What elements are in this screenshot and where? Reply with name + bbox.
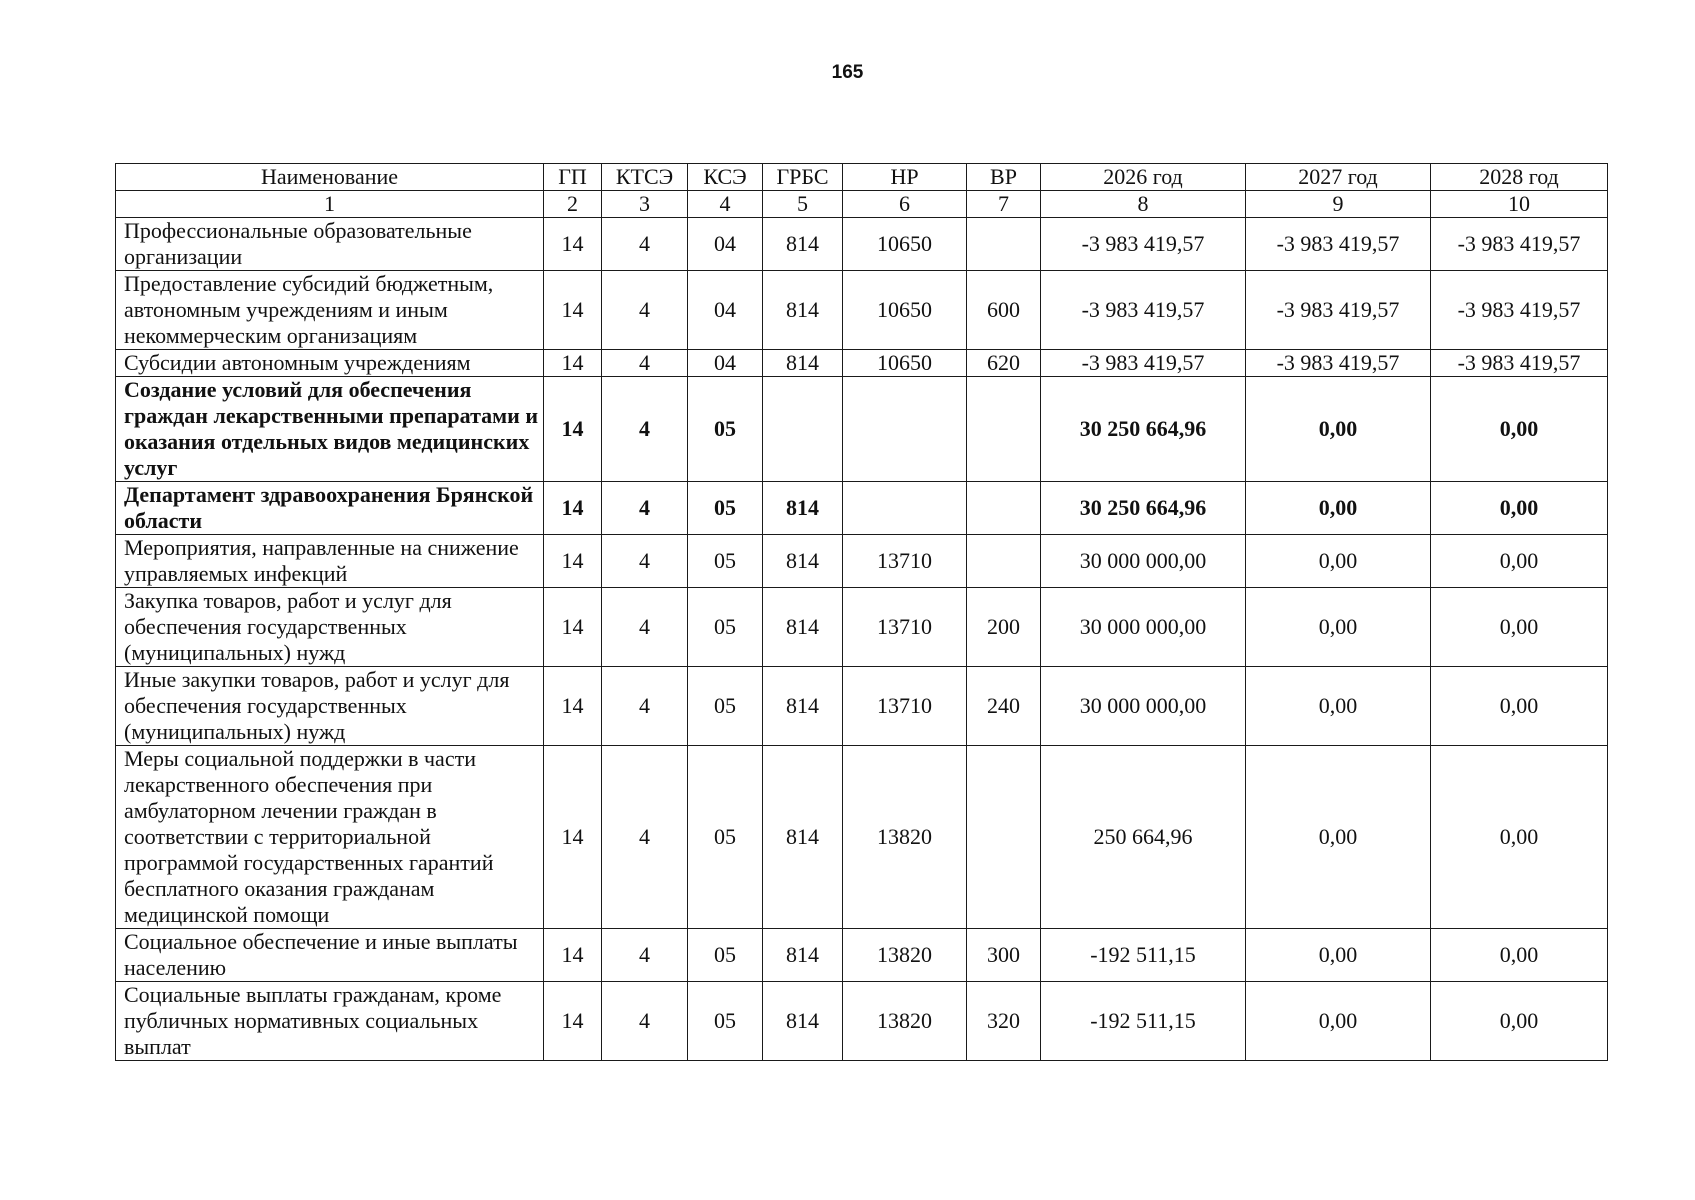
column-number: 6 xyxy=(843,191,967,218)
row-gp: 14 xyxy=(544,929,602,982)
row-kse: 04 xyxy=(688,271,763,350)
row-2028: -3 983 419,57 xyxy=(1431,218,1608,271)
row-kse: 05 xyxy=(688,667,763,746)
column-number: 2 xyxy=(544,191,602,218)
row-nr: 13820 xyxy=(843,982,967,1061)
row-2027: 0,00 xyxy=(1246,482,1431,535)
row-ktse: 4 xyxy=(602,667,688,746)
row-nr: 13710 xyxy=(843,535,967,588)
row-gp: 14 xyxy=(544,982,602,1061)
column-number: 8 xyxy=(1041,191,1246,218)
row-vr xyxy=(967,535,1041,588)
row-grbs: 814 xyxy=(763,929,843,982)
row-grbs: 814 xyxy=(763,667,843,746)
row-grbs: 814 xyxy=(763,535,843,588)
column-number-row xyxy=(116,191,1608,218)
row-nr xyxy=(843,482,967,535)
row-vr: 620 xyxy=(967,350,1041,377)
row-2026: -192 511,15 xyxy=(1041,929,1246,982)
table-row xyxy=(116,588,1608,667)
row-name: Социальные выплаты гражданам, кроме публичных нормативных социальных выплат xyxy=(116,982,544,1061)
table-row xyxy=(116,271,1608,350)
header-2027: 2027 год xyxy=(1246,164,1431,191)
column-number: 3 xyxy=(602,191,688,218)
row-vr xyxy=(967,482,1041,535)
row-2028: 0,00 xyxy=(1431,982,1608,1061)
row-2027: -3 983 419,57 xyxy=(1246,350,1431,377)
column-number: 5 xyxy=(763,191,843,218)
row-ktse: 4 xyxy=(602,271,688,350)
row-gp: 14 xyxy=(544,588,602,667)
row-ktse: 4 xyxy=(602,350,688,377)
row-kse: 05 xyxy=(688,746,763,929)
row-grbs: 814 xyxy=(763,350,843,377)
table-row xyxy=(116,218,1608,271)
row-gp: 14 xyxy=(544,482,602,535)
row-2027: -3 983 419,57 xyxy=(1246,218,1431,271)
row-kse: 05 xyxy=(688,982,763,1061)
row-ktse: 4 xyxy=(602,746,688,929)
row-name: Закупка товаров, работ и услуг для обеспечения государственных (муниципальных) нужд xyxy=(116,588,544,667)
row-ktse: 4 xyxy=(602,535,688,588)
row-nr: 10650 xyxy=(843,271,967,350)
budget-table xyxy=(115,163,1608,1061)
row-nr: 13710 xyxy=(843,588,967,667)
row-nr: 13710 xyxy=(843,667,967,746)
header-grbs: ГРБС xyxy=(763,164,843,191)
header-2026: 2026 год xyxy=(1041,164,1246,191)
header-row xyxy=(116,164,1608,191)
header-2028: 2028 год xyxy=(1431,164,1608,191)
row-2026: 30 250 664,96 xyxy=(1041,377,1246,482)
row-2026: -3 983 419,57 xyxy=(1041,271,1246,350)
table-row xyxy=(116,482,1608,535)
row-name: Департамент здравоохранения Брянской области xyxy=(116,482,544,535)
table-row xyxy=(116,929,1608,982)
row-2027: 0,00 xyxy=(1246,746,1431,929)
row-grbs xyxy=(763,377,843,482)
row-name: Профессиональные образовательные организации xyxy=(116,218,544,271)
row-kse: 05 xyxy=(688,482,763,535)
row-gp: 14 xyxy=(544,535,602,588)
table-row xyxy=(116,667,1608,746)
row-2026: -3 983 419,57 xyxy=(1041,350,1246,377)
header-ktse: КТСЭ xyxy=(602,164,688,191)
row-2028: 0,00 xyxy=(1431,929,1608,982)
row-2028: 0,00 xyxy=(1431,482,1608,535)
row-2027: 0,00 xyxy=(1246,588,1431,667)
page-number: 165 xyxy=(831,62,864,83)
row-gp: 14 xyxy=(544,218,602,271)
row-2028: 0,00 xyxy=(1431,535,1608,588)
row-ktse: 4 xyxy=(602,929,688,982)
row-ktse: 4 xyxy=(602,218,688,271)
row-kse: 05 xyxy=(688,929,763,982)
table-row xyxy=(116,350,1608,377)
row-2026: -3 983 419,57 xyxy=(1041,218,1246,271)
column-number: 4 xyxy=(688,191,763,218)
row-ktse: 4 xyxy=(602,482,688,535)
row-grbs: 814 xyxy=(763,482,843,535)
row-2028: 0,00 xyxy=(1431,746,1608,929)
row-vr xyxy=(967,218,1041,271)
row-name: Создание условий для обеспечения граждан лекарственными препаратами и оказания отдельных видов медицинских услуг xyxy=(116,377,544,482)
row-vr: 600 xyxy=(967,271,1041,350)
row-2026: -192 511,15 xyxy=(1041,982,1246,1061)
header-nr: НР xyxy=(843,164,967,191)
row-2026: 30 000 000,00 xyxy=(1041,588,1246,667)
row-2026: 30 250 664,96 xyxy=(1041,482,1246,535)
row-ktse: 4 xyxy=(602,982,688,1061)
row-gp: 14 xyxy=(544,746,602,929)
row-kse: 04 xyxy=(688,350,763,377)
row-gp: 14 xyxy=(544,350,602,377)
row-name: Субсидии автономным учреждениям xyxy=(116,350,544,377)
row-kse: 05 xyxy=(688,588,763,667)
row-2028: 0,00 xyxy=(1431,377,1608,482)
row-grbs: 814 xyxy=(763,588,843,667)
row-gp: 14 xyxy=(544,377,602,482)
row-grbs: 814 xyxy=(763,271,843,350)
row-2028: -3 983 419,57 xyxy=(1431,350,1608,377)
row-name: Мероприятия, направленные на снижение управляемых инфекций xyxy=(116,535,544,588)
column-number: 10 xyxy=(1431,191,1608,218)
row-2026: 30 000 000,00 xyxy=(1041,667,1246,746)
header-gp: ГП xyxy=(544,164,602,191)
row-grbs: 814 xyxy=(763,746,843,929)
row-nr xyxy=(843,377,967,482)
row-vr xyxy=(967,746,1041,929)
row-gp: 14 xyxy=(544,667,602,746)
row-2027: 0,00 xyxy=(1246,929,1431,982)
row-2027: 0,00 xyxy=(1246,982,1431,1061)
row-2026: 250 664,96 xyxy=(1041,746,1246,929)
row-2027: 0,00 xyxy=(1246,667,1431,746)
row-kse: 05 xyxy=(688,535,763,588)
row-gp: 14 xyxy=(544,271,602,350)
row-2028: 0,00 xyxy=(1431,667,1608,746)
header-kse: КСЭ xyxy=(688,164,763,191)
row-nr: 10650 xyxy=(843,350,967,377)
table-row xyxy=(116,746,1608,929)
table-row xyxy=(116,982,1608,1061)
row-ktse: 4 xyxy=(602,588,688,667)
row-2028: 0,00 xyxy=(1431,588,1608,667)
row-2028: -3 983 419,57 xyxy=(1431,271,1608,350)
row-vr xyxy=(967,377,1041,482)
row-grbs: 814 xyxy=(763,982,843,1061)
row-nr: 10650 xyxy=(843,218,967,271)
header-vr: ВР xyxy=(967,164,1041,191)
column-number: 9 xyxy=(1246,191,1431,218)
row-vr: 300 xyxy=(967,929,1041,982)
row-vr: 200 xyxy=(967,588,1041,667)
row-name: Меры социальной поддержки в части лекарственного обеспечения при амбулаторном лечении граждан в соответствии с территориальной программой государственных гарантий бесплатного оказания гражданам медицинской помощи xyxy=(116,746,544,929)
table-row xyxy=(116,535,1608,588)
column-number: 7 xyxy=(967,191,1041,218)
row-nr: 13820 xyxy=(843,746,967,929)
row-2027: 0,00 xyxy=(1246,377,1431,482)
row-kse: 04 xyxy=(688,218,763,271)
row-vr: 240 xyxy=(967,667,1041,746)
column-number: 1 xyxy=(116,191,544,218)
row-name: Предоставление субсидий бюджетным, автономным учреждениям и иным некоммерческим организациям xyxy=(116,271,544,350)
header-name: Наименование xyxy=(116,164,544,191)
row-nr: 13820 xyxy=(843,929,967,982)
row-name: Социальное обеспечение и иные выплаты населению xyxy=(116,929,544,982)
row-vr: 320 xyxy=(967,982,1041,1061)
row-2027: -3 983 419,57 xyxy=(1246,271,1431,350)
row-grbs: 814 xyxy=(763,218,843,271)
row-2026: 30 000 000,00 xyxy=(1041,535,1246,588)
table-row xyxy=(116,377,1608,482)
row-name: Иные закупки товаров, работ и услуг для обеспечения государственных (муниципальных) нужд xyxy=(116,667,544,746)
row-ktse: 4 xyxy=(602,377,688,482)
row-2027: 0,00 xyxy=(1246,535,1431,588)
row-kse: 05 xyxy=(688,377,763,482)
